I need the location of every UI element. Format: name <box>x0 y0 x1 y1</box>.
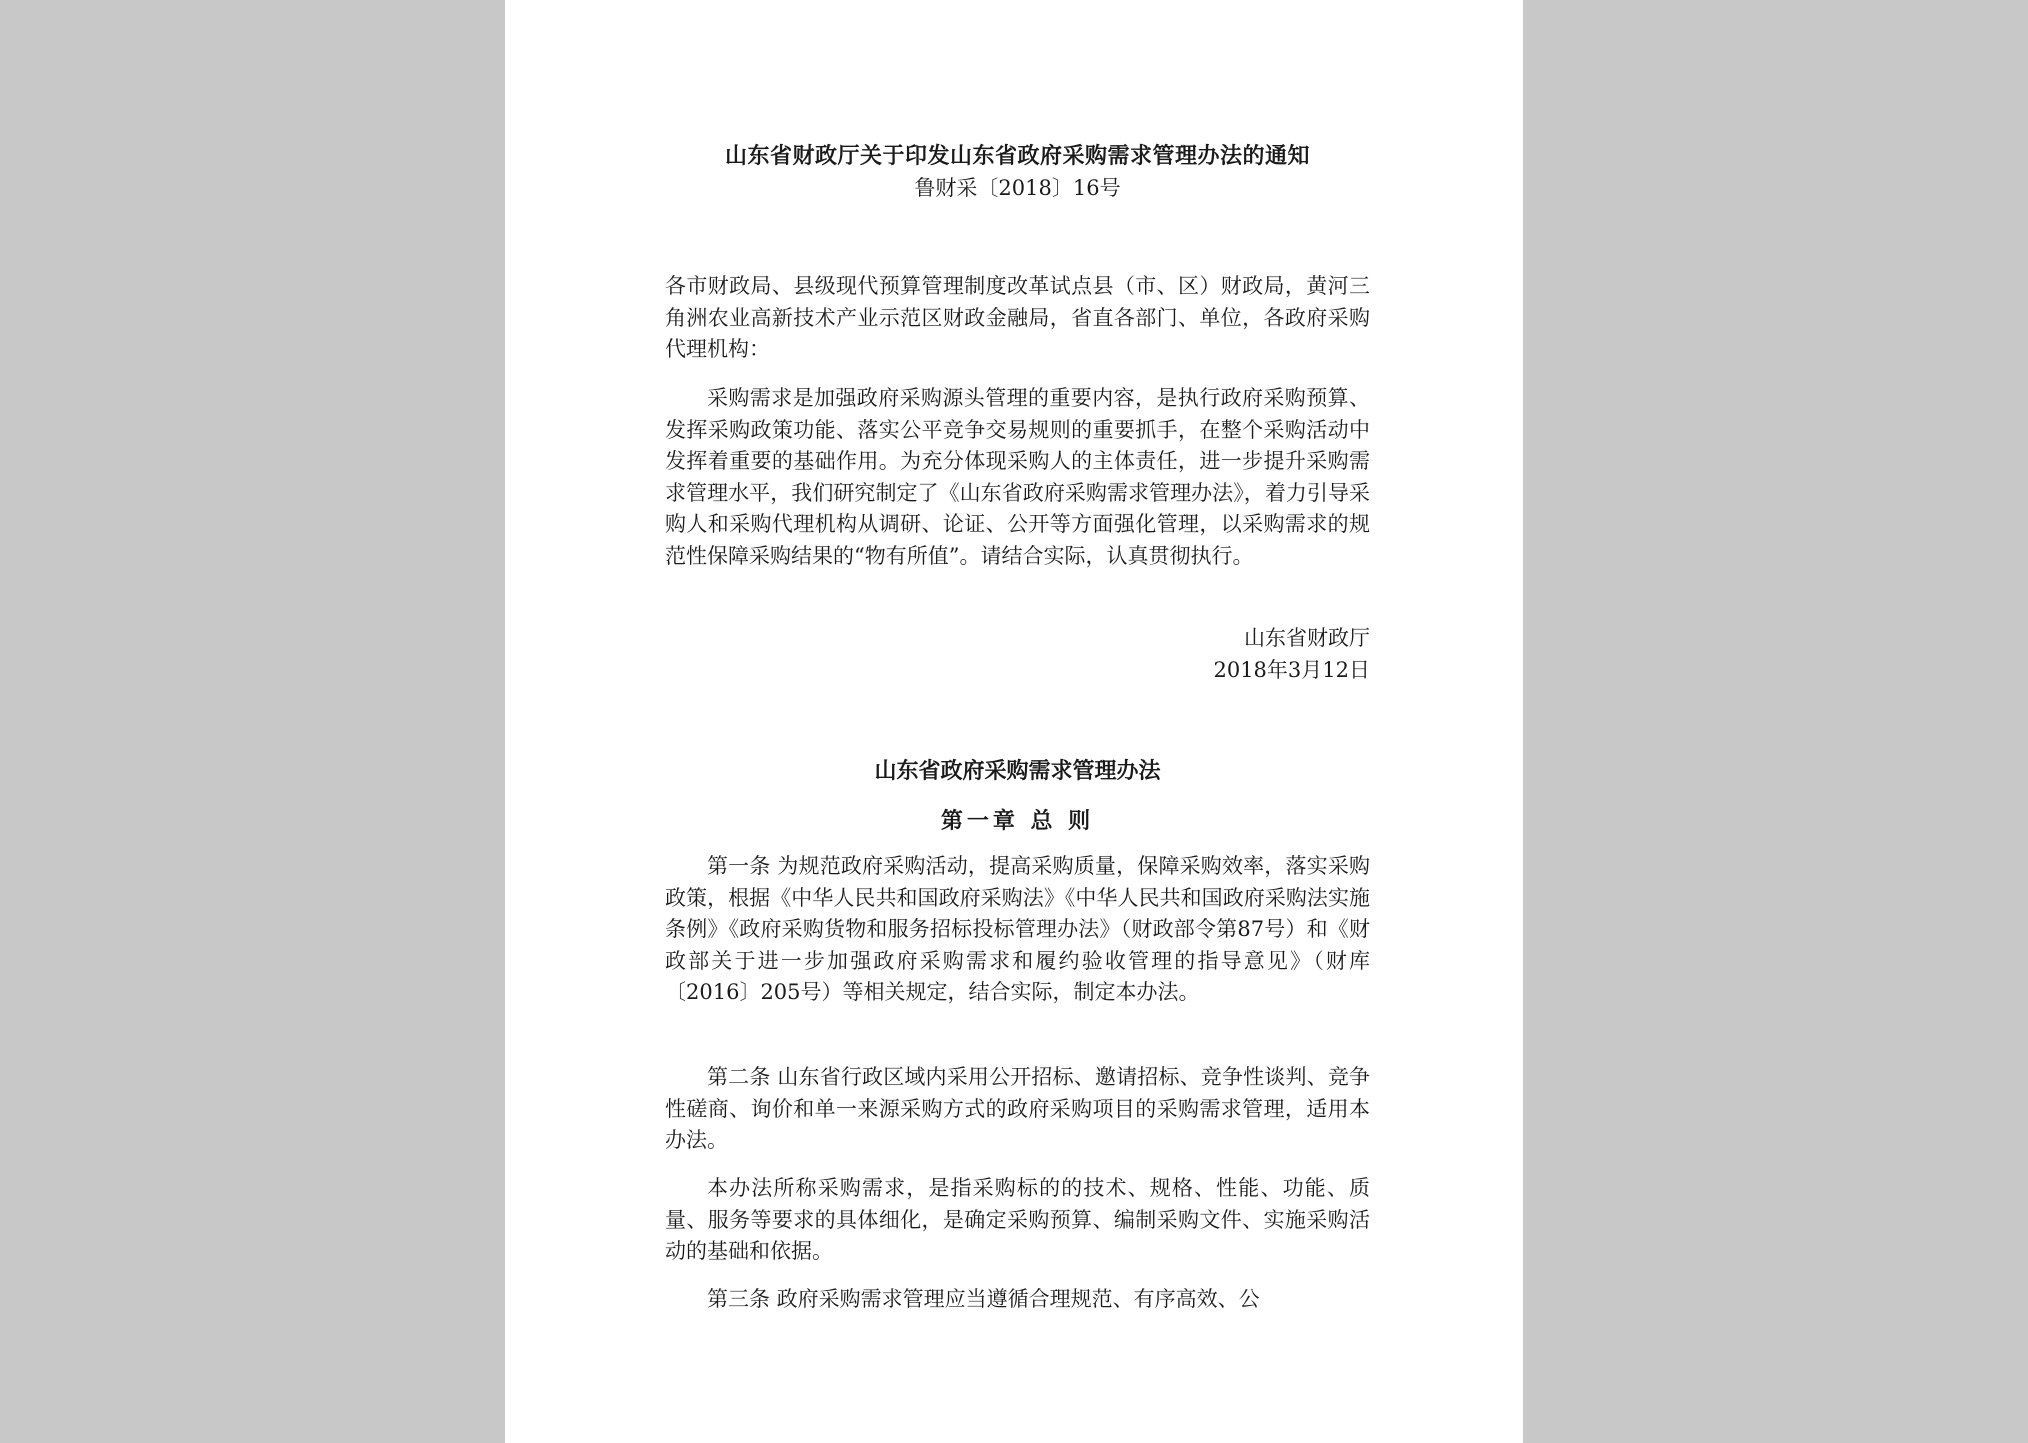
article-3-paragraph: 第三条 政府采购需求管理应当遵循合理规范、有序高效、公 <box>707 1287 1260 1311</box>
regulation-title: 山东省政府采购需求管理办法 <box>874 758 1161 784</box>
notice-title: 山东省财政厅关于印发山东省政府采购需求管理办法的通知 <box>724 143 1310 169</box>
article-2-paragraph: 第二条 山东省行政区域内采用公开招标、邀请招标、竞争性谈判、竞争性磋商、询价和单一来源采购方式的政府采购项目的采购需求管理，适用本办法。 <box>665 1065 1370 1152</box>
signature-date: 2018年3月12日 <box>1213 658 1370 682</box>
addressee-paragraph: 各市财政局、县级现代预算管理制度改革试点县（市、区）财政局，黄河三角洲农业高新技术产业示范区财政金融局，省直各部门、单位，各政府采购代理机构： <box>665 274 1370 361</box>
article-1-paragraph: 第一条 为规范政府采购活动，提高采购质量，保障采购效率，落实采购政策，根据《中华人民共和国政府采购法》《中华人民共和国政府采购法实施条例》《政府采购货物和服务招标投标管理办法》（财政部令第87号）和《财政部关于进一步加强政府采购需求和履约验收管理的指导意见》（财库〔2016〕205号）等相关规定，结合实际，制定本办法。 <box>665 854 1370 1004</box>
document-page <box>505 0 1523 1443</box>
signature-organization: 山东省财政厅 <box>1244 626 1370 650</box>
chapter-title: 第一章 总 则 <box>940 808 1095 834</box>
notice-body-paragraph: 采购需求是加强政府采购源头管理的重要内容，是执行政府采购预算、发挥采购政策功能、落实公平竞争交易规则的重要抓手，在整个采购活动中发挥着重要的基础作用。为充分体现采购人的主体责任，进一步提升采购需求管理水平，我们研究制定了《山东省政府采购需求管理办法》，着力引导采购人和采购代理机构从调研、论证、公开等方面强化管理，以采购需求的规范性保障采购结果的“物有所值”。请结合实际，认真贯彻执行。 <box>665 386 1370 568</box>
article-2-definition-paragraph: 本办法所称采购需求，是指采购标的的技术、规格、性能、功能、质量、服务等要求的具体细化，是确定采购预算、编制采购文件、实施采购活动的基础和依据。 <box>665 1176 1370 1263</box>
document-number: 鲁财采〔2018〕16号 <box>914 176 1121 200</box>
